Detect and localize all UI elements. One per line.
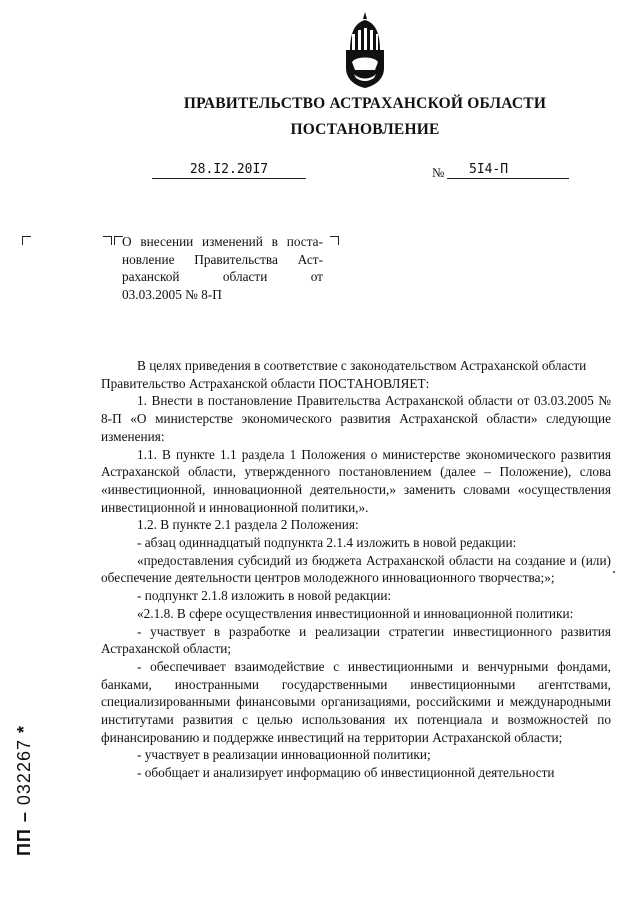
corner-mark	[330, 236, 339, 245]
document-type: ПОСТАНОВЛЕНИЕ	[290, 121, 440, 138]
registration-code	[8, 708, 32, 858]
body-paragraph: «2.1.8. В сфере осуществления инвестиционной и инновационной политики:	[137, 605, 574, 621]
scan-dot	[613, 571, 615, 573]
registration-prefix: ПП –	[14, 811, 34, 856]
body-paragraph: В целях приведения в соответствие с законодательством Астраханской области	[137, 358, 587, 373]
subject-line: О внесении изменений в поста-	[122, 234, 323, 249]
document-number: 5I4-П	[447, 162, 569, 179]
subject-line: раханской области от	[122, 269, 323, 284]
body-paragraph: 1.1. В пункте 1.1 раздела 1 Положения о министерстве экономического развития Астраханской области, утвержденного постановлением (далее – Положение), слова «инвестиционной, инновационной деятельности,» заменить словами «осуществления инвестиционной и инновационной политики,».	[101, 446, 611, 515]
body-paragraph: - обеспечивает взаимодействие с инвестиционными и венчурными фондами, банками, иностранными государственными инвестиционными агентствами, специализированными финансовыми организациями, российскими и международными институтами развития с целью использования их потенциала и возможностей по финансированию и поддержке инвестиций на территории Астраханской области;	[101, 658, 611, 745]
subject-line: новление Правительства Аст-	[122, 251, 323, 267]
body-paragraph: 1. Внести в постановление Правительства Астраханской области от 03.03.2005 № 8-П «О министерстве экономического развития Астраханской области» следующие изменения:	[101, 393, 611, 444]
body-paragraph: «предоставления субсидий из бюджета Астраханской области на создание и (или) обеспечение деятельности центров молодежного инновационного творчества;»;	[101, 552, 611, 586]
registration-mark: *	[14, 724, 34, 733]
body-paragraph: - обобщает и анализирует информацию об инвестиционной деятельности	[137, 765, 555, 781]
document-body	[101, 357, 611, 782]
corner-mark	[22, 236, 31, 245]
body-paragraph: - участвует в реализации инновационной политики;	[137, 747, 431, 763]
document-date: 28.I2.20I7	[152, 162, 306, 179]
body-paragraph: 1.2. В пункте 2.1 раздела 2 Положения:	[137, 517, 359, 533]
body-paragraph: - подпункт 2.1.8 изложить в новой редакции:	[137, 588, 392, 604]
organization-name: ПРАВИТЕЛЬСТВО АСТРАХАНСКОЙ ОБЛАСТИ	[183, 95, 547, 112]
corner-mark	[103, 236, 112, 245]
body-paragraph: Правительство Астраханской области ПОСТАНОВЛЯЕТ:	[101, 375, 430, 391]
subject-line: 03.03.2005 № 8-П	[122, 286, 222, 302]
number-sign: №	[432, 165, 445, 180]
body-paragraph: - абзац одиннадцатый подпункта 2.1.4 изложить в новой редакции:	[137, 535, 517, 551]
document-subject	[122, 233, 323, 303]
body-paragraph: - участвует в разработке и реализации стратегии инвестиционного развития Астраханской области;	[101, 623, 611, 657]
registration-number: 032267	[14, 739, 34, 806]
coat-of-arms-emblem	[340, 10, 390, 90]
